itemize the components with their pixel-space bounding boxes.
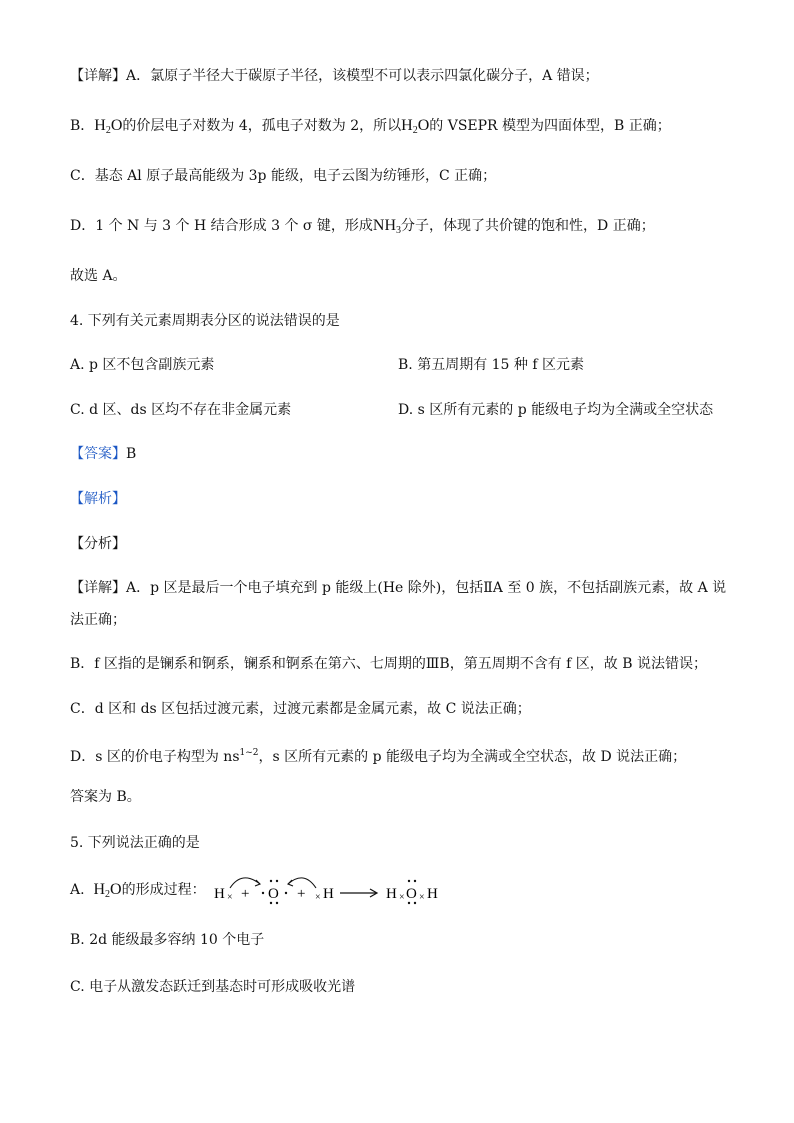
answer-tag: 【答案】 [70,446,126,462]
explain-line-1b: 法正确； [70,612,126,628]
q4-option-a: A. p 区不包含副族元素 [70,357,215,373]
detail-line-1: 【详解】A．氯原子半径大于碳原子半径，该模型不可以表示四氯化碳分子，A 错误； [70,68,599,84]
conclusion-line: 故选 A。 [70,268,127,284]
option-b-prefix: B． [70,118,95,134]
h2o-formula: $H_2O$ [94,117,123,136]
formation-right-o: O [406,886,417,902]
nh3-formula: $NH_3$ [372,217,402,236]
question-5-option-c: C. 电子从激发态跃迁到基态时可形成吸收光谱 [70,979,356,995]
superscript: 1~2 [239,748,259,758]
formation-right-h1: H [386,886,397,902]
q4-option-d: D. s 区所有元素的 p 能级电子均为全满或全空状态 [398,402,714,418]
formation-left-x1: × [227,892,233,903]
analysis-tag: 【解析】 [70,491,126,507]
formation-plus1: + [241,886,250,902]
formation-right-x1: × [399,892,405,903]
question-4-row-1 [70,355,724,375]
question-5-stem: 5. 下列说法正确的是 [70,835,200,851]
explain-line-1: 【详解】A．p 区是最后一个电子填充到 p 能级上(He 除外)，包括ⅡA 至 0 族，不包括副族元素，故 A 说 [70,580,727,596]
h2o-formula-3: $H_2O$ [93,881,122,900]
question-4-stem: 4. 下列有关元素周期表分区的说法错误的是 [70,313,340,329]
formation-o: O [268,886,279,902]
fenxi-tag: 【分析】 [70,536,126,552]
question-5-option-a: A. $H_2O$的形成过程： [70,881,206,900]
answer-summary: 答案为 B。 [70,789,141,805]
answer-value: B [126,446,137,462]
question-5-option-b: B. 2d 能级最多容纳 10 个电子 [70,932,265,948]
detail-line-3: C．基态 Al 原子最高能级为 3p 能级，电子云图为纺锤形，C 正确； [70,168,497,184]
explain-line-3: C．d 区和 ds 区包括过渡元素，过渡元素都是金属元素，故 C 说法正确； [70,701,531,717]
formation-right-h2: H [427,886,438,902]
formation-plus2: + [297,886,306,902]
h2o-formation-diagram [208,866,458,910]
detail-line-4: D．1 个 N 与 3 个 H 结合形成 3 个 σ 键，形成$NH_3$分子，体现了共价键的饱和性，D 正确； [70,217,655,236]
formation-right-x2: × [419,892,425,903]
q4-option-c: C. d 区、ds 区均不存在非金属元素 [70,402,292,418]
formation-left-h2: H [323,886,334,902]
question-4-row-2 [70,400,724,420]
explain-line-2: B．f 区指的是镧系和锕系，镧系和锕系在第六、七周期的ⅢB，第五周期不含有 f 区，故 B 说法错误； [70,656,707,672]
formation-left-x2: × [315,892,321,903]
answer-line [70,444,724,464]
formation-left-h1: H [214,886,225,902]
h2o-formula-2: $H_2O$ [401,117,430,136]
explain-line-4: D．s 区的价电子构型为 $ns^{1\sim 2}$，s 区所有元素的 p 能级电子均为全满或全空状态，故 D 说法正确； [70,748,687,765]
q4-option-b: B. 第五周期有 15 种 f 区元素 [398,357,584,373]
detail-line-2: B．$H_2O$的价层电子对数为 4，孤电子对数为 2，所以$H_2O$的 VSEPR 模型为四面体型，B 正确； [70,117,671,136]
